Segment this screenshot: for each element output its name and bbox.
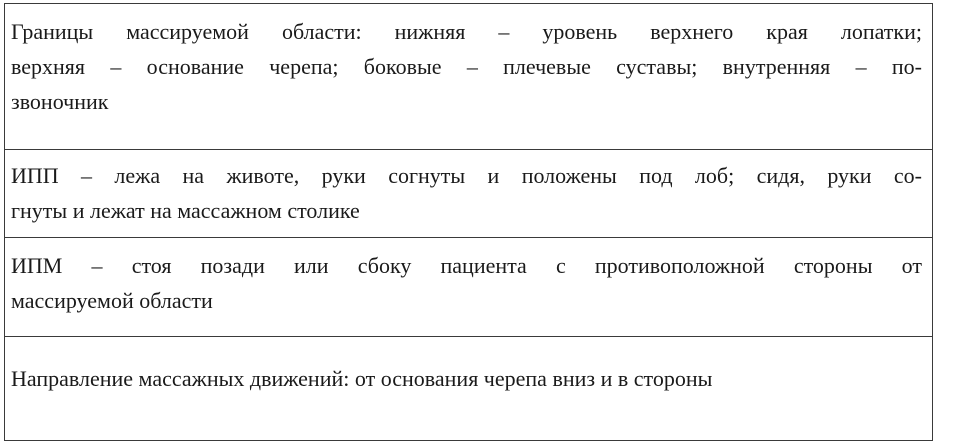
massage-info-table xyxy=(4,3,933,441)
table-row-patient-position xyxy=(5,150,933,238)
table-cell xyxy=(5,337,933,441)
table-row-masseur-position xyxy=(5,238,933,337)
text-line: ИПП – лежа на животе, руки согнуты и положены под лоб; сидя, руки со- xyxy=(11,163,922,188)
text-line: массируемой области xyxy=(11,288,213,313)
text-line: Границы массируемой области: нижняя – уровень верхнего края лопатки; xyxy=(11,19,922,44)
table-cell xyxy=(5,238,933,337)
text-line: гнуты и лежат на массажном столике xyxy=(11,198,360,223)
text-line: ИПМ – стоя позади или сбоку пациента с противоположной стороны от xyxy=(11,253,922,278)
text-line: верхняя – основание черепа; боковые – плечевые суставы; внутренняя – по- xyxy=(11,54,922,79)
table-cell xyxy=(5,150,933,238)
text-line: Направление массажных движений: от основания черепа вниз и в стороны xyxy=(11,366,713,391)
table-row-massage-area-boundaries xyxy=(5,4,933,150)
table-row-massage-direction xyxy=(5,337,933,441)
text-line: звоночник xyxy=(11,89,109,114)
table-cell xyxy=(5,4,933,150)
